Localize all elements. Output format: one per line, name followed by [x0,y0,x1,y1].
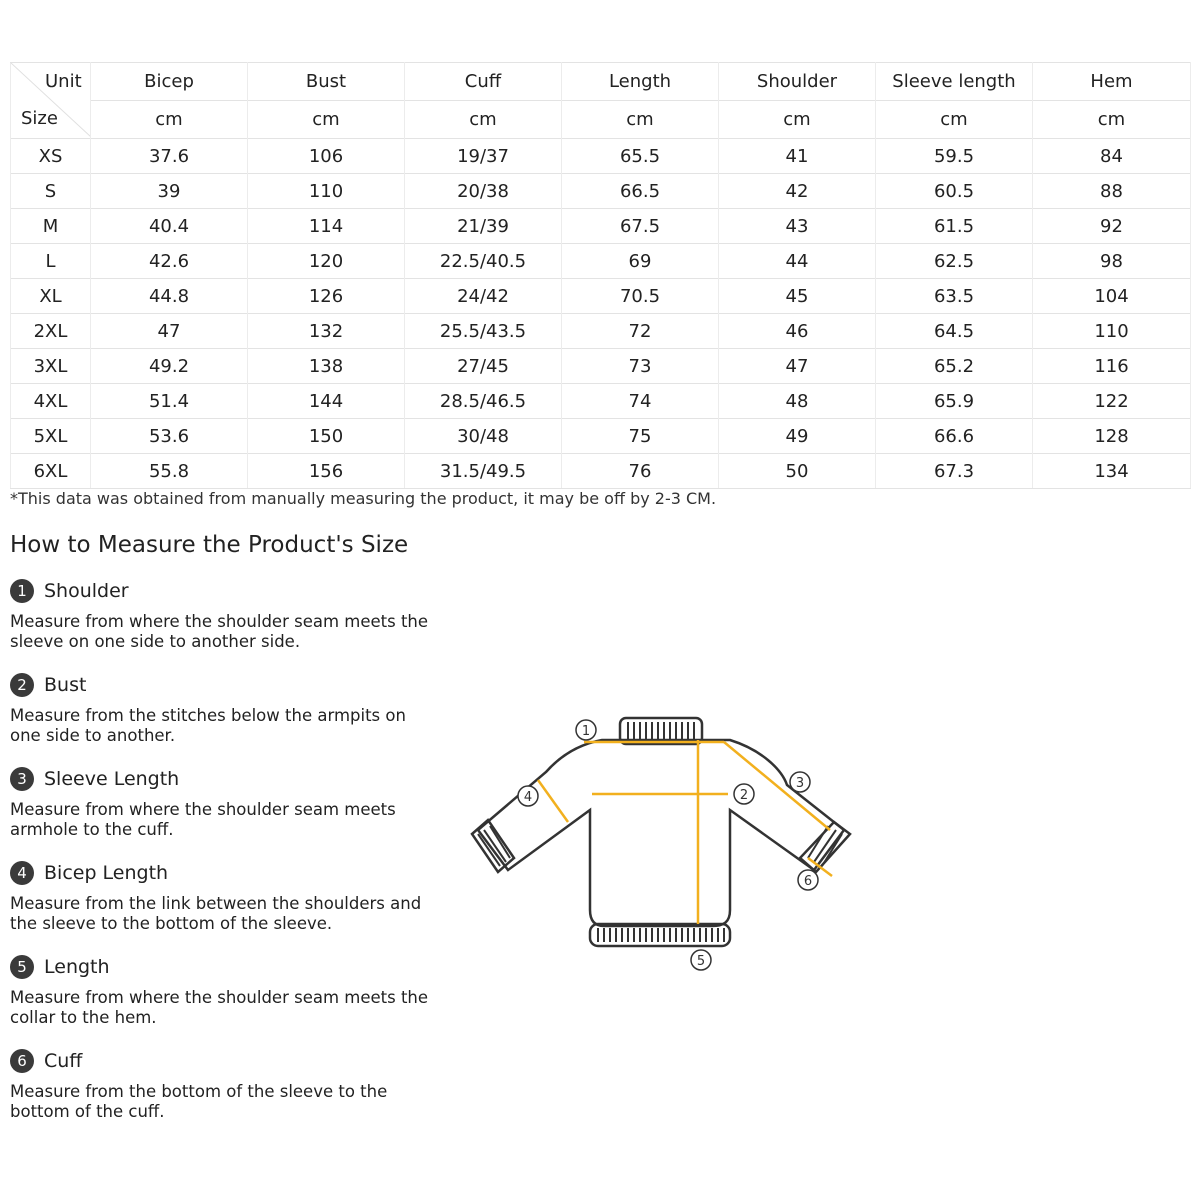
table-row [11,314,1191,349]
step-number-badge: 3 [10,767,34,791]
table-cell: 55.8 [91,454,248,489]
table-cell: 69 [562,244,719,279]
table-cell: 60.5 [876,174,1033,209]
table-cell: 72 [562,314,719,349]
measurement-note: *This data was obtained from manually measuring the product, it may be off by 2-3 CM. [10,489,717,508]
table-cell: 138 [248,349,405,384]
table-cell: 48 [719,384,876,419]
size-label-cell: XL [11,279,91,314]
header-bust: Bust [248,63,405,101]
measure-step [10,672,440,746]
step-description: Measure from where the shoulder seam meets the collar to the hem. [10,988,429,1027]
table-cell: 132 [248,314,405,349]
table-cell: 104 [1033,279,1191,314]
table-cell: 47 [719,349,876,384]
table-cell: 84 [1033,139,1191,174]
table-cell: 98 [1033,244,1191,279]
table-row [11,174,1191,209]
table-cell: 24/42 [405,279,562,314]
size-label-cell: L [11,244,91,279]
step-description: Measure from where the shoulder seam meets the sleeve on one side to another side. [10,612,429,651]
table-cell: 25.5/43.5 [405,314,562,349]
table-row [11,244,1191,279]
table-cell: 110 [1033,314,1191,349]
table-cell: 76 [562,454,719,489]
step-description: Measure from the bottom of the sleeve to the bottom of the cuff. [10,1082,388,1121]
step-title: Bust [44,674,87,696]
step-heading [10,1048,440,1074]
table-cell: 110 [248,174,405,209]
marker-4 [518,786,538,806]
table-cell: 116 [1033,349,1191,384]
table-cell: 42.6 [91,244,248,279]
table-cell: 37.6 [91,139,248,174]
table-row [11,419,1191,454]
unit-cell: cm [405,101,562,139]
table-cell: 44 [719,244,876,279]
table-cell: 70.5 [562,279,719,314]
header-bicep: Bicep [91,63,248,101]
table-cell: 65.2 [876,349,1033,384]
marker-3 [790,772,810,792]
table-cell: 106 [248,139,405,174]
table-cell: 65.5 [562,139,719,174]
unit-cell: cm [562,101,719,139]
sweater-outline [478,740,844,926]
size-label-cell: 2XL [11,314,91,349]
step-number-badge: 4 [10,861,34,885]
measure-step [10,1048,440,1122]
table-cell: 41 [719,139,876,174]
table-cell: 114 [248,209,405,244]
unit-cell: cm [876,101,1033,139]
step-description: Measure from where the shoulder seam meets armhole to the cuff. [10,800,396,839]
size-label-cell: M [11,209,91,244]
header-shoulder: Shoulder [719,63,876,101]
table-cell: 31.5/49.5 [405,454,562,489]
step-title: Cuff [44,1050,83,1072]
table-cell: 156 [248,454,405,489]
svg-text:6: 6 [803,874,813,889]
step-title: Sleeve Length [44,768,180,790]
table-cell: 28.5/46.5 [405,384,562,419]
table-cell: 19/37 [405,139,562,174]
table-cell: 144 [248,384,405,419]
table-cell: 67.5 [562,209,719,244]
size-label-cell: 6XL [11,454,91,489]
svg-text:4: 4 [523,790,533,805]
marker-2 [734,784,754,804]
table-cell: 21/39 [405,209,562,244]
table-cell: 22.5/40.5 [405,244,562,279]
table-cell: 20/38 [405,174,562,209]
table-cell: 39 [91,174,248,209]
header-hem: Hem [1033,63,1191,101]
table-cell: 66.5 [562,174,719,209]
left-cuff [472,820,514,872]
step-description: Measure from the stitches below the armpits on one side to another. [10,706,406,745]
marker-6 [798,870,818,890]
table-cell: 49 [719,419,876,454]
size-label-cell: XS [11,139,91,174]
table-cell: 49.2 [91,349,248,384]
header-sleeve-length: Sleeve length [876,63,1033,101]
svg-text:5: 5 [696,954,706,969]
table-cell: 43 [719,209,876,244]
table-cell: 74 [562,384,719,419]
table-cell: 66.6 [876,419,1033,454]
size-label-cell: 4XL [11,384,91,419]
unit-cell: cm [1033,101,1191,139]
right-cuff [800,822,850,872]
table-cell: 61.5 [876,209,1033,244]
size-chart-table [10,62,1191,489]
table-row [11,279,1191,314]
measure-step [10,766,440,840]
table-row [11,349,1191,384]
unit-cell: cm [248,101,405,139]
step-number-badge: 6 [10,1049,34,1073]
table-cell: 46 [719,314,876,349]
step-number-badge: 5 [10,955,34,979]
table-row [11,209,1191,244]
table-cell: 92 [1033,209,1191,244]
step-heading [10,578,440,604]
table-row [11,139,1191,174]
size-label-cell: S [11,174,91,209]
step-heading [10,860,440,886]
corner-unit-label: Unit [45,71,82,92]
table-cell: 51.4 [91,384,248,419]
table-row [11,384,1191,419]
table-cell: 40.4 [91,209,248,244]
svg-text:2: 2 [739,788,749,803]
sweater-diagram [462,710,862,980]
table-cell: 53.6 [91,419,248,454]
table-cell: 45 [719,279,876,314]
howto-title: How to Measure the Product's Size [10,532,409,558]
svg-text:3: 3 [795,776,805,791]
table-cell: 44.8 [91,279,248,314]
measure-step [10,954,440,1028]
table-cell: 73 [562,349,719,384]
table-cell: 122 [1033,384,1191,419]
table-cell: 59.5 [876,139,1033,174]
marker-5 [691,950,711,970]
measure-step [10,578,440,652]
table-cell: 88 [1033,174,1191,209]
table-cell: 65.9 [876,384,1033,419]
measure-step [10,860,440,934]
table-cell: 120 [248,244,405,279]
bicep-measure-line [538,780,568,822]
table-cell: 134 [1033,454,1191,489]
table-cell: 67.3 [876,454,1033,489]
step-heading [10,766,440,792]
step-heading [10,954,440,980]
table-cell: 150 [248,419,405,454]
step-title: Length [44,956,110,978]
step-number-badge: 1 [10,579,34,603]
table-cell: 42 [719,174,876,209]
step-description: Measure from the link between the shoulders and the sleeve to the bottom of the sleeve. [10,894,422,933]
table-cell: 128 [1033,419,1191,454]
marker-1 [576,720,596,740]
svg-text:1: 1 [581,724,591,739]
table-cell: 27/45 [405,349,562,384]
size-label-cell: 5XL [11,419,91,454]
step-heading [10,672,440,698]
unit-cell: cm [719,101,876,139]
table-cell: 126 [248,279,405,314]
step-title: Bicep Length [44,862,169,884]
table-cell: 63.5 [876,279,1033,314]
header-length: Length [562,63,719,101]
table-cell: 30/48 [405,419,562,454]
header-cuff: Cuff [405,63,562,101]
table-cell: 47 [91,314,248,349]
size-label-cell: 3XL [11,349,91,384]
table-cell: 64.5 [876,314,1033,349]
table-row [11,454,1191,489]
step-title: Shoulder [44,580,129,602]
table-corner-cell [11,63,91,139]
corner-size-label: Size [21,108,58,129]
table-cell: 62.5 [876,244,1033,279]
unit-cell: cm [91,101,248,139]
table-cell: 50 [719,454,876,489]
step-number-badge: 2 [10,673,34,697]
table-cell: 75 [562,419,719,454]
